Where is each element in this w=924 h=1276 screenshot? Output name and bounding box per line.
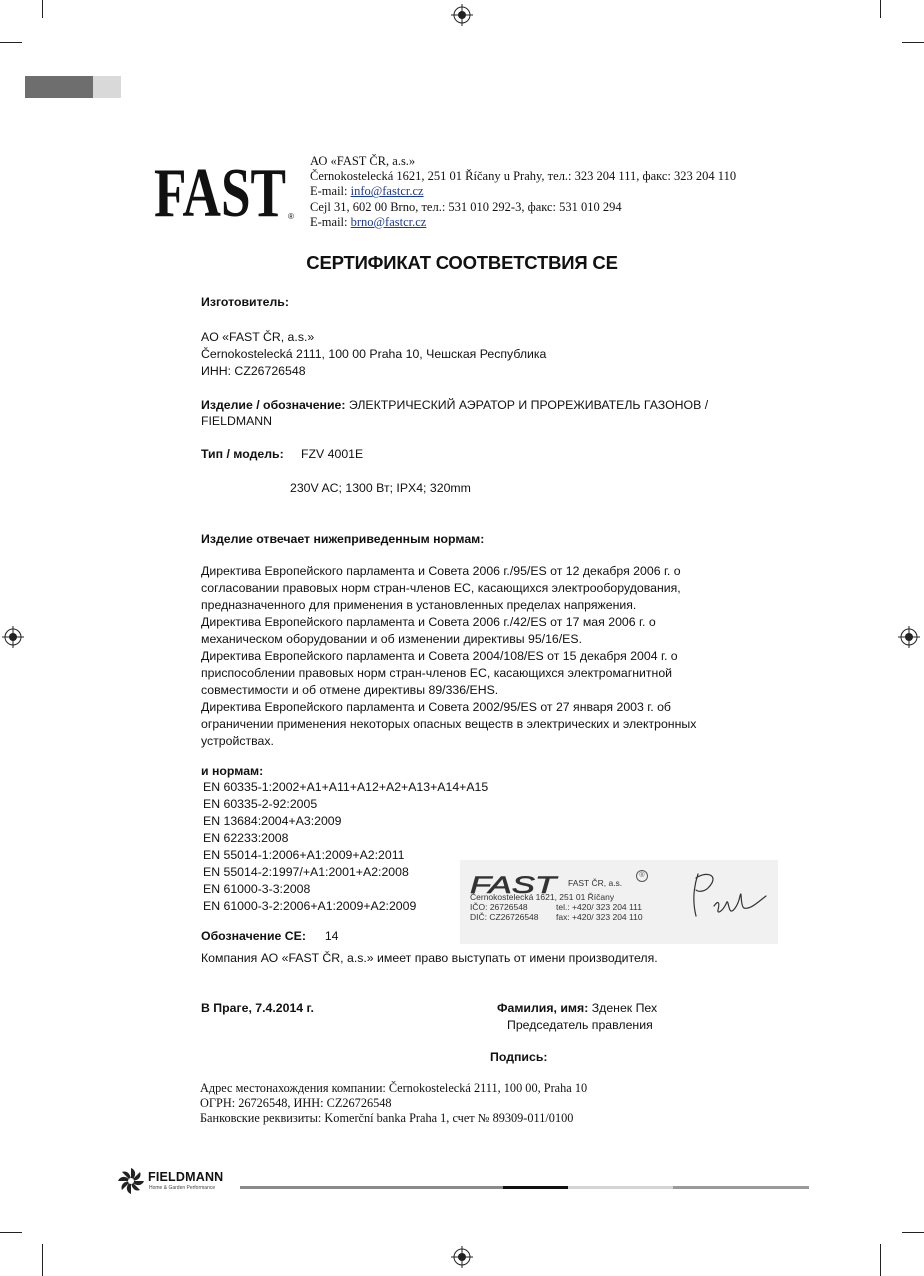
stamp-address: Černokostelecká 1621, 251 01 Říčany	[470, 892, 615, 902]
branch-email-link[interactable]: brno@fastcr.cz	[350, 214, 427, 229]
handwritten-signature	[684, 866, 774, 924]
stamp-dic: DIČ: CZ26726548	[470, 912, 539, 922]
signatory-position: Председатель правления	[507, 1018, 653, 1032]
type-value: FZV 4001E	[301, 447, 364, 461]
ce-label: Обозначение CE:	[201, 929, 306, 943]
fieldmann-tagline: Home & Garden Performance	[149, 1185, 216, 1191]
place-date: В Праге, 7.4.2014 г.	[201, 1001, 314, 1015]
name-value: Зденек Пех	[588, 1001, 658, 1015]
directive-line: механическом оборудовании и об изменении директивы 95/16/ES.	[201, 632, 583, 646]
crop-mark	[42, 0, 43, 18]
crop-mark	[42, 1244, 43, 1276]
company-header	[310, 154, 736, 230]
product-specs: 230V AC; 1300 Вт; IPX4; 320mm	[290, 481, 471, 495]
fieldmann-fan-icon	[116, 1166, 146, 1196]
product-label: Изделие / обозначение:	[201, 398, 346, 412]
footer-rule	[503, 1186, 568, 1189]
standard-item: EN 55014-1:2006+A1:2009+A2:2011	[203, 848, 405, 862]
branch-address: Cejl 31, 602 00 Brno, тел.: 531 010 292-3, факс: 531 010 294	[310, 199, 622, 214]
company-name: АО «FAST ČR, a.s.»	[310, 154, 416, 168]
company-email-link[interactable]: info@fastcr.cz	[350, 184, 424, 199]
stamp-tel: tel.: +420/ 323 204 111	[556, 902, 642, 912]
fast-logo	[154, 160, 296, 220]
page-tab-marker	[25, 76, 93, 98]
manufacturer-name: AO «FAST ČR, a.s.»	[201, 330, 315, 344]
manufacturer-inn: ИНН: CZ26726548	[201, 364, 306, 378]
directive-line: совместимости и об отмене директивы 89/336/EHS.	[201, 683, 499, 697]
directive-line: предназначенного для применения в установленных пределах напряжения.	[201, 598, 637, 612]
registration-mark-icon	[898, 626, 920, 648]
standard-item: EN 60335-2-92:2005	[203, 797, 318, 811]
page-tab-marker	[93, 76, 121, 98]
directive-line: Директива Европейского парламента и Совета 2004/108/ES от 15 декабря 2004 г. о	[201, 649, 678, 663]
fast-logo-text: FAST	[154, 160, 286, 220]
document-title: СЕРТИФИКАТ СООТВЕТСТВИЯ CE	[306, 252, 618, 273]
fieldmann-logo	[116, 1166, 242, 1196]
name-label: Фамилия, имя:	[497, 1001, 589, 1015]
company-address: Černokostelecká 1621, 251 01 Říčany u Prahy, тел.: 323 204 111, факс: 323 204 110	[310, 169, 737, 184]
directive-line: устройствах.	[201, 734, 274, 748]
standard-item: EN 60335-1:2002+A1+A11+A12+A2+A13+A14+A15	[203, 780, 489, 794]
stamp-ico: IČO: 26726548	[470, 902, 528, 912]
type-label: Тип / модель:	[201, 447, 284, 461]
standard-item: EN 61000-3-2:2006+A1:2009+A2:2009	[203, 899, 417, 913]
registration-mark-icon	[2, 626, 24, 648]
registration-mark-icon	[451, 1246, 473, 1268]
stamp-fax: fax: +420/ 323 204 110	[556, 912, 643, 922]
footer-ogrn: ОГРН: 26726548, ИНН: CZ26726548	[200, 1096, 392, 1110]
crop-mark	[0, 1232, 22, 1233]
product-value-line2: FIELDMANN	[201, 414, 273, 428]
product-row	[201, 397, 708, 414]
norms-heading: Изделие отвечает нижеприведенным нормам:	[201, 532, 485, 546]
standard-item: EN 62233:2008	[203, 831, 289, 845]
directive-line: Директива Европейского парламента и Совета 2006 г./42/ES от 17 мая 2006 г. о	[201, 615, 656, 629]
footer-rule	[673, 1186, 809, 1189]
svg-text:FAST: FAST	[470, 872, 560, 896]
manufacturer-address: Černokostelecká 2111, 100 00 Praha 10, Чешская Республика	[201, 347, 547, 361]
directive-line: Директива Европейского парламента и Совета 2006 г./95/ES от 12 декабря 2006 г. о	[201, 564, 681, 578]
ce-statement: Компания АО «FAST ČR, a.s.» имеет право выступать от имени производителя.	[201, 951, 658, 965]
standards-label: и нормам:	[201, 764, 264, 778]
branch-email-row: E-mail: brno@fastcr.cz	[310, 214, 427, 229]
crop-mark	[902, 1232, 924, 1233]
standard-item: EN 55014-2:1997/+A1:2001+A2:2008	[203, 865, 409, 879]
crop-mark	[880, 1244, 881, 1276]
ce-row	[201, 928, 339, 945]
signature-label: Подпись:	[490, 1050, 548, 1064]
footer-address: Адрес местонахождения компании: Černokostelecká 2111, 100 00, Praha 10	[200, 1081, 588, 1095]
footer-bank: Банковские реквизиты: Komerční banka Praha 1, счет № 89309-011/0100	[200, 1111, 574, 1125]
crop-mark	[902, 42, 924, 43]
registration-mark-icon	[451, 4, 473, 26]
svg-text:®: ®	[288, 212, 294, 220]
crop-mark	[0, 42, 22, 43]
directive-line: ограничении применения некоторых опасных веществ в электрических и электронных	[201, 717, 697, 731]
signatory-row	[497, 1000, 657, 1017]
standard-item: EN 13684:2004+A3:2009	[203, 814, 342, 828]
ce-value: 14	[324, 929, 339, 943]
footer-rule	[240, 1186, 503, 1189]
footer-rule	[568, 1186, 673, 1189]
manufacturer-label: Изготовитель:	[201, 295, 289, 309]
company-email-row: E-mail: info@fastcr.cz	[310, 184, 424, 199]
stamp-registered-icon: ®	[636, 870, 648, 882]
directive-line: приспособлении правовых норм стран-членов ЕС, касающихся электромагнитной	[201, 666, 673, 680]
standard-item: EN 61000-3-3:2008	[203, 882, 311, 896]
directive-line: Директива Европейского парламента и Совета 2002/95/ES от 27 января 2003 г. об	[201, 700, 671, 714]
crop-mark	[880, 0, 881, 18]
product-value: ЭЛЕКТРИЧЕСКИЙ АЭРАТОР И ПРОРЕЖИВАТЕЛЬ ГАЗОНОВ /	[345, 398, 709, 412]
directive-line: согласовании правовых норм стран-членов ЕС, касающихся электрооборудования,	[201, 581, 681, 595]
stamp-company: FAST ČR, a.s.	[568, 878, 623, 888]
fieldmann-name: FIELDMANN	[148, 1170, 224, 1184]
